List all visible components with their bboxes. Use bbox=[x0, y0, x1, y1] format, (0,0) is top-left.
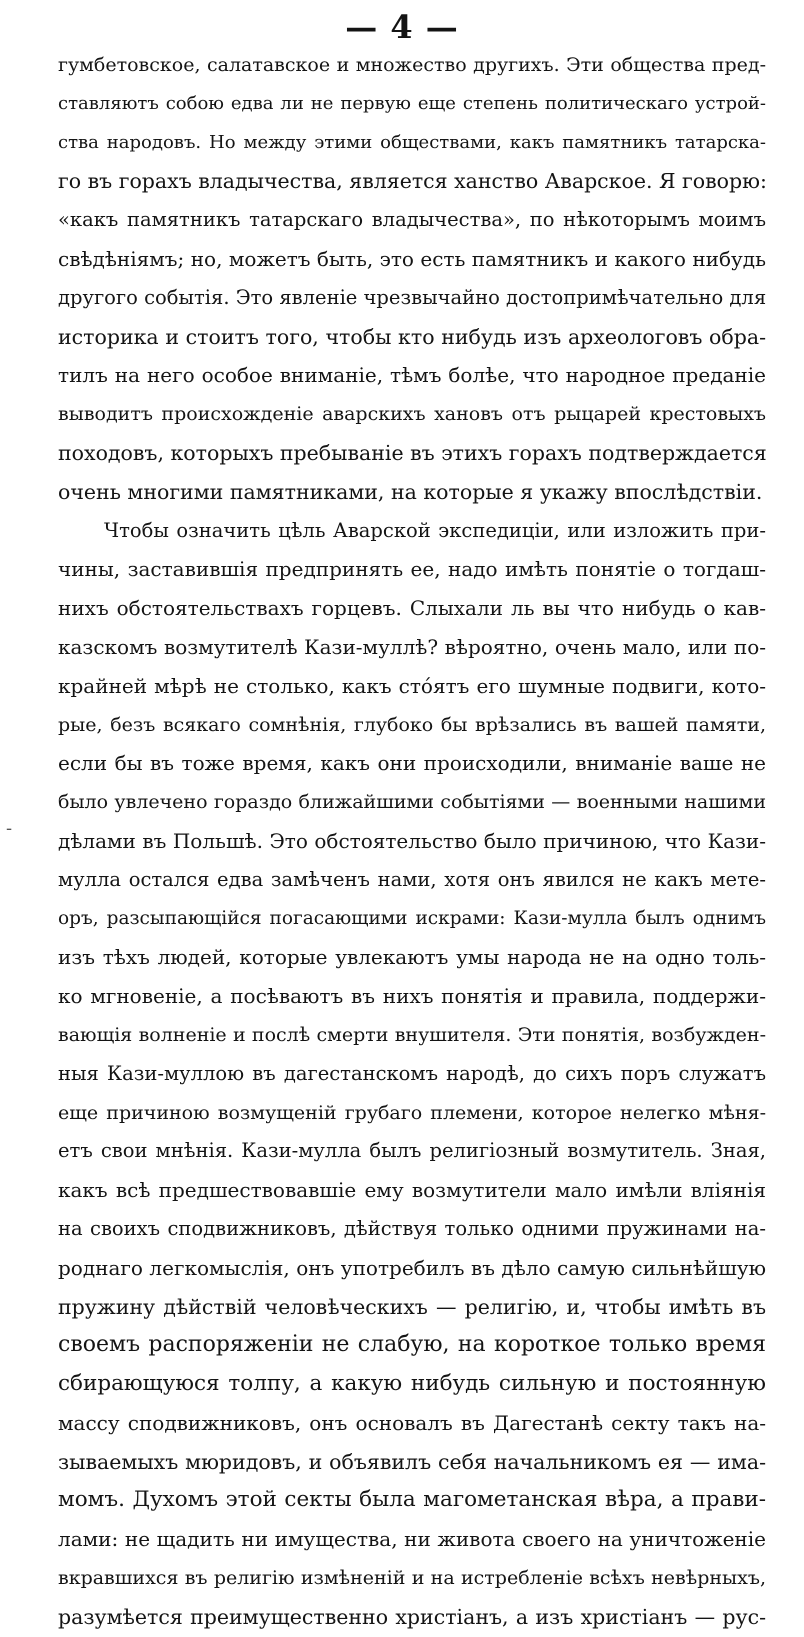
text-line: тилъ на него особое вниманіе, тѣмъ болѣе, что народное преданіе bbox=[58, 363, 766, 388]
text-line: момъ. Духомъ этой секты была магометанская вѣра, а прави- bbox=[58, 1487, 766, 1513]
text-line: ко мгновеніе, а посѣваютъ въ нихъ понятія и правила, поддержи- bbox=[58, 984, 766, 1009]
text-line: вающія волненіе и послѣ смерти внушителя. Эти понятія, возбужден- bbox=[58, 1023, 766, 1046]
margin-mark: - bbox=[6, 818, 13, 839]
text-line: своемъ распоряженіи не слабую, на короткое только время bbox=[58, 1332, 766, 1358]
text-line: гумбетовское, салатавское и множество другихъ. Эти общества пред- bbox=[58, 54, 766, 76]
text-line: историка и стоитъ того, чтобы кто нибудь изъ археологовъ обра- bbox=[58, 324, 766, 349]
body-text bbox=[58, 46, 766, 1637]
text-line: другого событія. Это явленіе чрезвычайно достопримѣчательно для bbox=[58, 285, 767, 309]
text-line: ставляютъ собою едва ли не первую еще степень политическаго устрой- bbox=[58, 92, 766, 114]
text-line: если бы въ тоже время, какъ они происходили, вниманіе ваше не bbox=[58, 751, 766, 776]
text-line: крайней мѣрѣ не столько, какъ стóятъ его шумные подвиги, кото- bbox=[58, 673, 766, 698]
text-line: изъ тѣхъ людей, которые увлекаютъ умы народа не на одно толь- bbox=[58, 945, 766, 970]
text-line: казскомъ возмутителѣ Кази-муллѣ? вѣроятно, очень мало, или по- bbox=[58, 634, 766, 659]
text-line: нихъ обстоятельствахъ горцевъ. Слыхали ль вы что нибудь о кав- bbox=[58, 596, 766, 621]
text-line: сбирающуюся толпу, а какую нибудь сильную и постоянную bbox=[58, 1371, 766, 1397]
text-line: зываемыхъ мюридовъ, и объявилъ себя начальникомъ ея — има- bbox=[58, 1449, 766, 1474]
text-line: еще причиною возмущеній грубаго племени, которое нелегко мѣня- bbox=[58, 1101, 766, 1124]
text-line: пружину дѣйствій человѣческихъ — религію, и, чтобы имѣть въ bbox=[58, 1294, 766, 1319]
page-number-header: — 4 — bbox=[345, 8, 459, 46]
text-line: чины, заставившія предпринять ее, надо имѣть понятіе о тогдаш- bbox=[58, 557, 766, 582]
text-line: на своихъ сподвижниковъ, дѣйствуя только одними пружинами на- bbox=[58, 1216, 766, 1240]
text-line: го въ горахъ владычества, является ханство Аварское. Я говорю: bbox=[58, 169, 767, 194]
text-line: очень многими памятниками, на которые я укажу впослѣдствіи. bbox=[58, 479, 763, 504]
text-line: разумѣется преимущественно христіанъ, а изъ христіанъ — рус- bbox=[58, 1604, 766, 1629]
text-line: рые, безъ всякаго сомнѣнія, глубоко бы врѣзались въ вашей памяти, bbox=[58, 713, 766, 736]
text-line: вкравшихся въ религію измѣненій и на истребленіе всѣхъ невѣрныхъ, bbox=[58, 1567, 766, 1590]
text-line: роднаго легкомыслія, онъ употребилъ въ дѣло самую сильнѣйшую bbox=[58, 1255, 766, 1280]
text-line: Чтобы означить цѣль Аварской экспедиціи, или изложить при- bbox=[104, 518, 766, 542]
text-line: какъ всѣ предшествовавшіе ему возмутители мало имѣли вліянія bbox=[58, 1178, 766, 1203]
text-line: оръ, разсыпающійся погасающими искрами: Кази-мулла былъ однимъ bbox=[58, 907, 766, 929]
text-line: выводитъ происхожденіе аварскихъ хановъ отъ рыцарей крестовыхъ bbox=[58, 403, 766, 426]
text-line: массу сподвижниковъ, онъ основалъ въ Дагестанѣ секту такъ на- bbox=[58, 1410, 766, 1435]
text-line: «какъ памятникъ татарскаго владычества», по нѣкоторымъ моимъ bbox=[58, 208, 766, 232]
text-line: етъ свои мнѣнія. Кази-мулла былъ религіозный возмутитель. Зная, bbox=[58, 1139, 766, 1163]
text-line: мулла остался едва замѣченъ нами, хотя онъ явился не какъ мете- bbox=[58, 867, 766, 891]
text-line: свѣдѣніямъ; но, можетъ быть, это есть памятникъ и какого нибудь bbox=[58, 246, 766, 271]
text-line: ныя Кази-муллою въ дагестанскомъ народѣ, до сихъ поръ служатъ bbox=[58, 1061, 766, 1085]
text-line: лами: не щадить ни имущества, ни живота своего на уничтоженіе bbox=[58, 1527, 766, 1552]
text-line: было увлечено гораздо ближайшими событіями — военными нашими bbox=[58, 791, 766, 814]
text-line: ства народовъ. Но между этими обществами, какъ памятникъ татарска- bbox=[58, 131, 766, 153]
text-line: дѣлами въ Польшѣ. Это обстоятельство было причиною, что Кази- bbox=[58, 828, 766, 853]
text-line: походовъ, которыхъ пребываніе въ этихъ горахъ подтверждается bbox=[58, 440, 767, 465]
